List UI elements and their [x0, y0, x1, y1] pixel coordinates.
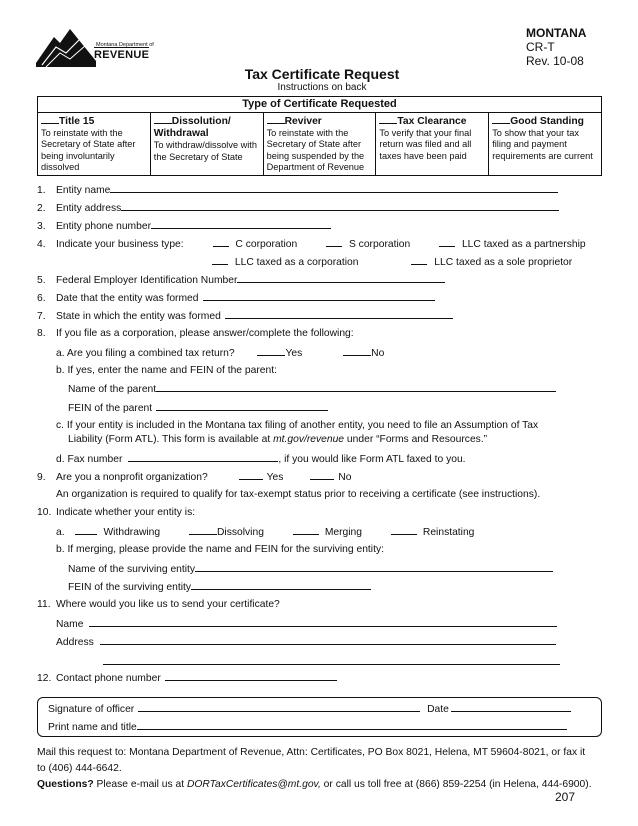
q11-label: Where would you like us to send your certificate?	[56, 599, 280, 610]
q10a-label: a.	[56, 527, 65, 538]
cert-title15-desc: To reinstate with the Secretary of State after being involuntarily dissolved	[41, 127, 136, 172]
cert-reviver-label: Reviver	[284, 116, 322, 127]
fax-field[interactable]	[128, 452, 278, 462]
certificate-type-table	[37, 96, 602, 176]
nonprofit-note: An organization is required to qualify for tax-exempt status prior to receiving a certificate (see instructions).	[56, 489, 541, 500]
llc-corp-check[interactable]	[212, 255, 228, 265]
surviving-fein-field[interactable]	[191, 580, 371, 590]
cert-tax-clearance-label: Tax Clearance	[397, 116, 467, 127]
state-formed-field[interactable]	[225, 309, 453, 319]
llc-partnership-check[interactable]	[439, 237, 455, 247]
q6-num: 6.	[37, 293, 46, 304]
q8a-label: a. Are you filing a combined tax return?	[56, 348, 235, 359]
q8b-row	[56, 364, 277, 377]
q5-label: Federal Employer Identification Number	[56, 275, 238, 286]
parent-fein-field[interactable]	[156, 401, 328, 411]
email-link[interactable]: DORTaxCertificates@mt.gov,	[186, 779, 321, 790]
parent-name-row	[68, 382, 556, 396]
q3-label: Entity phone number	[56, 221, 152, 232]
surv-name-row	[68, 562, 553, 576]
revenue-logo	[36, 27, 154, 67]
logo-name: REVENUE	[94, 49, 150, 61]
nonprofit-no-label: No	[338, 472, 352, 483]
reinstating-label: Reinstating	[422, 527, 475, 538]
q12-num: 12.	[37, 673, 52, 684]
q3-row	[37, 219, 331, 233]
nonprofit-no-check[interactable]	[310, 470, 334, 480]
surviving-name-label: Name of the surviving entity	[68, 564, 196, 575]
withdrawing-check[interactable]	[75, 525, 97, 535]
q4-num: 4.	[37, 239, 46, 250]
form-id	[526, 26, 586, 68]
withdrawing-label: Withdrawing	[103, 527, 161, 538]
q2-num: 2.	[37, 203, 46, 214]
q8-row	[37, 327, 354, 340]
questions-text-a: Please e-mail us at	[93, 779, 187, 790]
entity-name-field[interactable]	[110, 183, 558, 193]
nonprofit-yes-label: Yes	[266, 472, 284, 483]
mail-address-label: Address	[56, 637, 94, 648]
q12-row	[37, 671, 337, 685]
entity-address-field[interactable]	[121, 201, 559, 211]
q8c-row	[56, 419, 538, 432]
signature-box	[37, 697, 602, 737]
cert-reviver[interactable]	[264, 113, 377, 175]
q9-label: Are you a nonprofit organization?	[56, 472, 208, 483]
q8a-row	[56, 346, 384, 360]
cert-dissolution-desc: To withdraw/dissolve with the Secretary of State	[153, 140, 257, 162]
s-corp-check[interactable]	[326, 237, 342, 247]
q1-label: Entity name	[56, 185, 111, 196]
q10-label: Indicate whether your entity is:	[56, 507, 196, 518]
q5-num: 5.	[37, 275, 46, 286]
q10b-row	[56, 543, 384, 556]
q3-num: 3.	[37, 221, 46, 232]
date-label: Date	[427, 704, 449, 715]
cert-good-standing-check[interactable]	[492, 114, 510, 124]
llc-sole-check[interactable]	[411, 255, 427, 265]
print-name-label: Print name and title	[48, 722, 137, 733]
questions-label: Questions?	[37, 779, 94, 790]
parent-fein-row	[68, 401, 328, 415]
questions-line	[37, 777, 607, 793]
q8c-text-3: under “Forms and Resources.”	[344, 434, 488, 445]
q10b-label: b. If merging, please provide the name and FEIN for the surviving entity:	[56, 544, 384, 555]
q5-row	[37, 273, 445, 287]
q11-row	[37, 598, 280, 611]
cert-dissolution[interactable]	[151, 113, 264, 175]
llc-corp-label: LLC taxed as a corporation	[234, 257, 359, 268]
fax-label: d. Fax number	[56, 454, 123, 465]
mail-name-field[interactable]	[89, 617, 557, 627]
form-state: MONTANA	[526, 26, 587, 40]
q7-label: State in which the entity was formed	[56, 311, 221, 322]
mail-name-row	[56, 617, 557, 631]
c-corp-check[interactable]	[213, 237, 229, 247]
cert-good-standing[interactable]	[489, 113, 601, 175]
q4-label: Indicate your business type:	[56, 239, 184, 250]
dissolving-check[interactable]	[189, 525, 217, 535]
q6-label: Date that the entity was formed	[56, 293, 199, 304]
q8-num: 8.	[37, 328, 46, 339]
combined-no-label: No	[371, 348, 385, 359]
q10-num: 10.	[37, 507, 52, 518]
cert-good-standing-desc: To show that your tax filing and payment requirements are current	[492, 127, 593, 161]
parent-fein-label: FEIN of the parent	[68, 403, 153, 414]
fein-field[interactable]	[237, 273, 445, 283]
combined-yes-label: Yes	[285, 348, 303, 359]
mail-address-field[interactable]	[100, 635, 556, 645]
q1-row	[37, 183, 558, 197]
surviving-fein-label: FEIN of the surviving entity	[68, 582, 192, 593]
merging-label: Merging	[324, 527, 363, 538]
signature-row	[48, 702, 571, 716]
date-field[interactable]	[451, 702, 571, 712]
surviving-name-field[interactable]	[195, 562, 553, 572]
q9-row	[37, 470, 351, 484]
cert-dissolution-check[interactable]	[154, 114, 172, 124]
q8b-label: b. If yes, enter the name and FEIN of the parent:	[56, 365, 277, 376]
c-corp-label: C corporation	[235, 239, 298, 250]
print-name-field[interactable]	[137, 720, 567, 730]
dissolving-label: Dissolving	[217, 527, 264, 538]
parent-name-field[interactable]	[156, 382, 556, 392]
date-formed-field[interactable]	[203, 291, 435, 301]
reinstating-check[interactable]	[391, 525, 417, 535]
mail-instructions-1: Mail this request to: Montana Department of Revenue, Attn: Certificates, PO Box 8021, Helena, MT 59604-8021, or fax it	[37, 747, 586, 758]
q8c-text-2: Liability (Form ATL). This form is available at	[68, 434, 274, 445]
cert-title15-check[interactable]	[41, 114, 59, 124]
footer	[37, 745, 607, 793]
combined-no-check[interactable]	[343, 346, 371, 356]
signature-label: Signature of officer	[48, 704, 135, 715]
mail-name-label: Name	[56, 619, 84, 630]
cert-tax-clearance[interactable]	[376, 113, 489, 175]
contact-phone-field[interactable]	[165, 671, 337, 681]
surv-fein-row	[68, 580, 371, 594]
signature-field[interactable]	[138, 702, 420, 712]
q12-label: Contact phone number	[56, 673, 161, 684]
q8c-row2	[68, 433, 487, 446]
page-number: 207	[555, 790, 576, 804]
certificate-type-heading: Type of Certificate Requested	[38, 97, 601, 113]
s-corp-label: S corporation	[348, 239, 411, 250]
merging-check[interactable]	[293, 525, 319, 535]
questions-text-b: or call us toll free at (866) 859-2254 (in Helena, 444-6900).	[320, 779, 592, 790]
llc-sole-label: LLC taxed as a sole proprietor	[434, 257, 573, 268]
form-code: CR-T	[526, 40, 555, 54]
nonprofit-yes-check[interactable]	[239, 470, 263, 480]
q7-row	[37, 309, 453, 323]
q2-label: Entity address	[56, 203, 122, 214]
llc-partnership-label: LLC taxed as a partnership	[461, 239, 586, 250]
q7-num: 7.	[37, 311, 46, 322]
q8c-text-1: c. If your entity is included in the Montana tax filing of another entity, you need to file an Assumption of Tax	[56, 420, 539, 431]
page-subtitle: Instructions on back	[277, 82, 367, 93]
cert-tax-clearance-check[interactable]	[379, 114, 397, 124]
mail-instructions-2: to (406) 444-6642.	[37, 763, 122, 774]
fax-note: , if you would like Form ATL faxed to you.	[278, 454, 466, 465]
cert-reviver-desc: To reinstate with the Secretary of State after being suspended by the Department of Revenue	[266, 127, 365, 172]
revenue-url-link[interactable]: mt.gov/revenue	[273, 434, 345, 445]
page-title: Tax Certificate Request	[244, 66, 400, 82]
parent-name-label: Name of the parent	[68, 384, 157, 395]
q9-num: 9.	[37, 472, 46, 483]
combined-yes-check[interactable]	[257, 346, 285, 356]
logo-dept: Montana Department of	[96, 42, 154, 48]
print-name-row	[48, 720, 567, 734]
entity-phone-field[interactable]	[151, 219, 331, 229]
mail-address-field-2[interactable]	[103, 653, 560, 665]
q2-row	[37, 201, 559, 215]
q8-label: If you file as a corporation, please answer/complete the following:	[56, 328, 354, 339]
q4-row	[37, 237, 586, 251]
cert-title15[interactable]	[38, 113, 151, 175]
cert-dissolution-label: Dissolution/ Withdrawal	[153, 116, 231, 139]
cert-title15-label: Title 15	[59, 116, 95, 127]
mail-address-row	[56, 635, 556, 649]
cert-tax-clearance-desc: To verify that your final return was filed and all taxes have been paid	[379, 127, 472, 161]
mountain-logo-icon	[36, 27, 96, 67]
q11-num: 11.	[37, 599, 51, 610]
q9-note-row	[56, 488, 540, 501]
cert-reviver-check[interactable]	[267, 114, 285, 124]
q10a-row	[56, 525, 474, 539]
form-rev: Rev. 10-08	[526, 54, 584, 68]
q10-row	[37, 506, 195, 519]
q6-row	[37, 291, 435, 305]
q4-row2	[212, 255, 572, 269]
q8d-row	[56, 452, 466, 466]
cert-good-standing-label: Good Standing	[510, 116, 584, 127]
q1-num: 1.	[37, 185, 46, 196]
